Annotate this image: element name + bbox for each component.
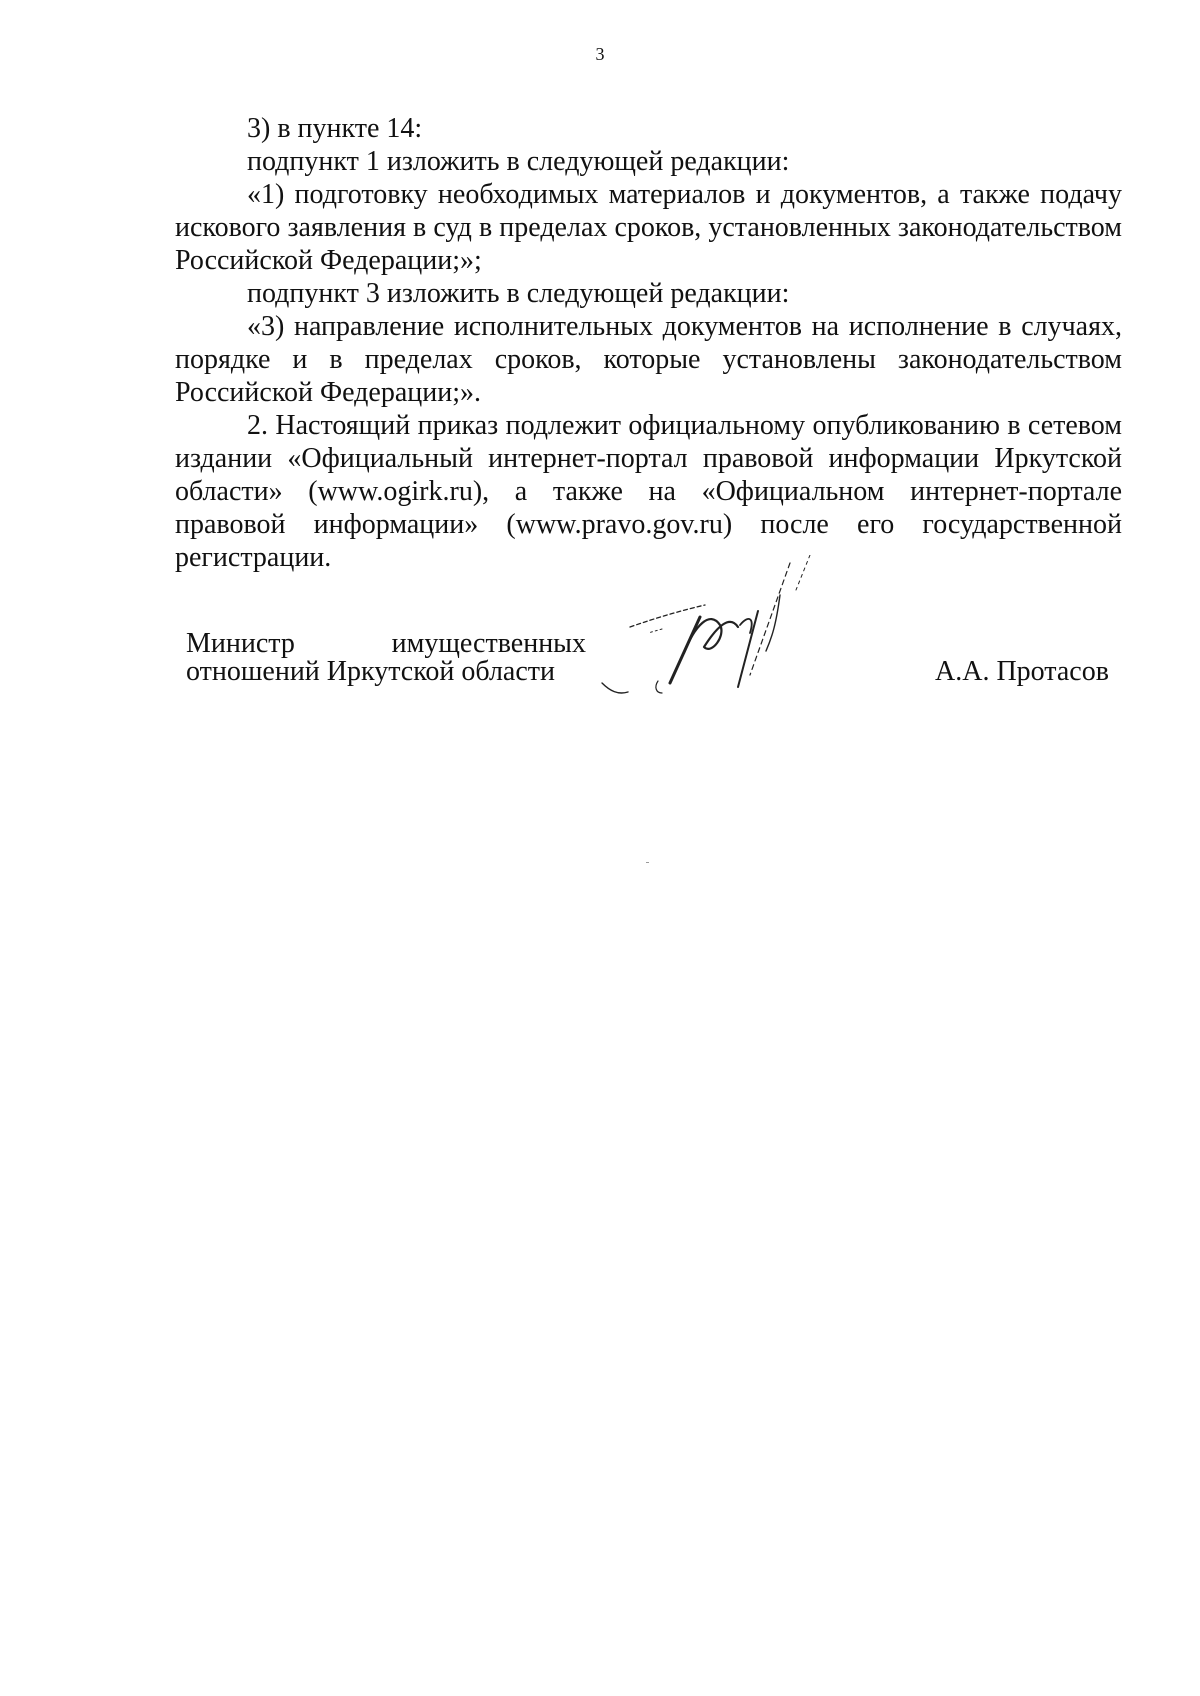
handwritten-signature xyxy=(600,555,860,715)
signature-stroke xyxy=(740,619,752,633)
paragraph-subitem-1-text: «1) подготовку необходимых материалов и документов, а также подачу искового заявления в суд в пределах сроков, установленных законодательством Российской Федерации;»; xyxy=(175,179,1122,276)
scan-artifact xyxy=(646,862,649,863)
signatory-position xyxy=(186,630,586,686)
signatory-position-word-2: имущественных xyxy=(391,628,586,659)
signature-stroke xyxy=(656,681,662,693)
signatory-name: А.А. Протасов xyxy=(935,656,1109,687)
signatory-position-line-2: отношений Иркутской области xyxy=(186,656,555,687)
signature-stroke xyxy=(738,611,758,687)
paragraph-item-3-point-14: 3) в пункте 14: xyxy=(247,113,423,144)
paragraph-subitem-3-intro: подпункт 3 изложить в следующей редакции: xyxy=(247,278,790,309)
paragraph-publication: 2. Настоящий приказ подлежит официальному опубликованию в сетевом издании «Официальный интернет-портал правовой информации Иркутской области» (www.ogirk.ru), а также на «Официальном интернет-портале правовой информации» (www.pravo.gov.ru) после его государственной регистрации. xyxy=(175,410,1122,573)
signature-stroke xyxy=(648,629,662,633)
signature-stroke xyxy=(602,683,628,693)
signature-stroke xyxy=(796,555,810,590)
paragraph-subitem-1-intro: подпункт 1 изложить в следующей редакции: xyxy=(247,146,790,177)
signatory-position-word-1: Министр xyxy=(186,628,295,659)
signature-stroke xyxy=(684,619,738,653)
paragraph-subitem-3-text: «3) направление исполнительных документов на исполнение в случаях, порядке и в пределах сроков, которые установлены законодательством Российской Федерации;». xyxy=(175,311,1122,408)
page-number: 3 xyxy=(595,44,605,64)
signature-stroke xyxy=(630,605,705,627)
document-body xyxy=(175,112,1122,574)
